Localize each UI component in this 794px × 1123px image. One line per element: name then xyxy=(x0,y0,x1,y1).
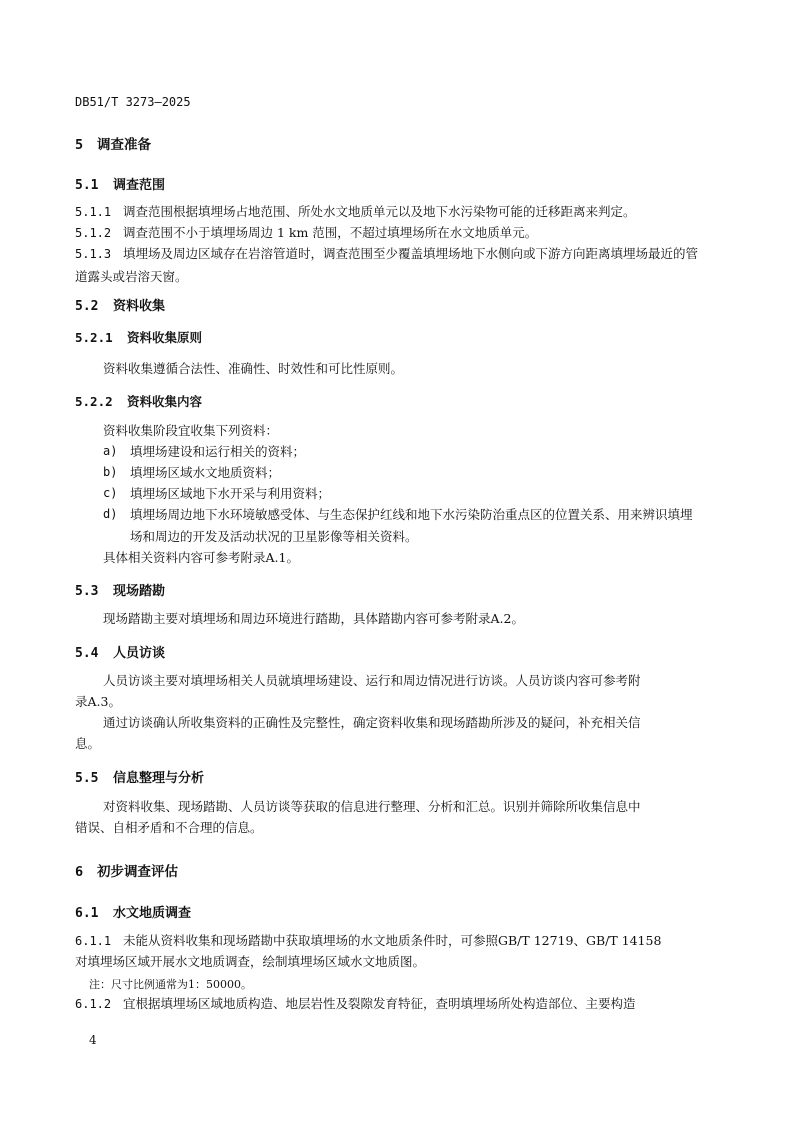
section-5-1-heading: 5.1 调查范围 xyxy=(75,178,166,193)
clause-6-1-1-line1: 6.1.1 未能从资料收集和现场踏勘中获取填埋场的水文地质条件时，可参照GB/T 12719、GB/T 14158 xyxy=(75,933,662,948)
document-code: DB51/T 3273—2025 xyxy=(75,95,191,109)
section-5-5-heading: 5.5 信息整理与分析 xyxy=(75,771,205,786)
clause-5-4-para1-line2: 录A.3。 xyxy=(75,694,121,709)
section-6-heading: 6 初步调查评估 xyxy=(75,864,178,880)
clause-5-1-1: 5.1.1 调查范围根据填埋场占地范围、所处水文地质单元以及地下水污染物可能的迁移距离来判定。 xyxy=(75,204,636,219)
clause-6-1-1-note: 注：尺寸比例通常为1：50000。 xyxy=(89,978,252,991)
page-number: 4 xyxy=(89,1033,97,1047)
clause-5-4-para2-line2: 息。 xyxy=(75,736,101,751)
list-item: c) 填埋场区域地下水开采与利用资料； xyxy=(103,486,331,501)
section-5-2-2-heading: 5.2.2 资料收集内容 xyxy=(75,394,203,409)
clause-5-5-line2: 错误、自相矛盾和不合理的信息。 xyxy=(75,820,263,835)
clause-6-1-2: 6.1.2 宜根据填埋场区域地质构造、地层岩性及裂隙发育特征，查明填埋场所处构造部位、主要构造 xyxy=(75,996,636,1011)
clause-5-1-3: 5.1.3 填埋场及周边区域存在岩溶管道时，调查范围至少覆盖填埋场地下水侧向或下游方向距离填埋场最近的管道露头或岩溶天窗。 xyxy=(75,246,699,284)
clause-5-4-para1-line1: 人员访谈主要对填埋场相关人员就填埋场建设、运行和周边情况进行访谈。人员访谈内容可参考附 xyxy=(103,673,641,688)
clause-5-2-2-outro: 具体相关资料内容可参考附录A.1。 xyxy=(103,550,299,565)
list-item: d) 填埋场周边地下水环境敏感受体、与生态保护红线和地下水污染防治重点区的位置关系、用来辨识填埋场和周边的开发及活动状况的卫星影像等相关资料。 xyxy=(103,507,693,544)
section-5-2-1-heading: 5.2.1 资料收集原则 xyxy=(75,330,203,345)
clause-5-3-text: 现场踏勘主要对填埋场和周边环境进行踏勘，具体踏勘内容可参考附录A.2。 xyxy=(103,611,524,626)
section-5-3-heading: 5.3 现场踏勘 xyxy=(75,584,166,599)
clause-6-1-1-line2: 对填埋场区域开展水文地质调查，绘制填埋场区域水文地质图。 xyxy=(75,954,426,969)
list-item: b) 填埋场区域水文地质资料； xyxy=(103,465,281,480)
section-6-1-heading: 6.1 水文地质调查 xyxy=(75,906,192,921)
clause-5-2-1-text: 资料收集遵循合法性、准确性、时效性和可比性原则。 xyxy=(103,361,404,376)
clause-5-4-para2-line1: 通过访谈确认所收集资料的正确性及完整性，确定资料收集和现场踏勘所涉及的疑问，补充相关信 xyxy=(103,715,641,730)
clause-5-2-2-intro: 资料收集阶段宜收集下列资料： xyxy=(103,423,279,438)
section-5-2-heading: 5.2 资料收集 xyxy=(75,299,166,314)
section-5-4-heading: 5.4 人员访谈 xyxy=(75,646,166,661)
section-5-heading: 5 调查准备 xyxy=(75,137,151,153)
list-item: a) 填埋场建设和运行相关的资料； xyxy=(103,444,306,459)
clause-5-5-line1: 对资料收集、现场踏勘、人员访谈等获取的信息进行整理、分析和汇总。识别并筛除所收集信息中 xyxy=(103,799,641,814)
clause-5-1-2: 5.1.2 调查范围不小于填埋场周边 1 km 范围，不超过填埋场所在水文地质单元。 xyxy=(75,225,538,240)
